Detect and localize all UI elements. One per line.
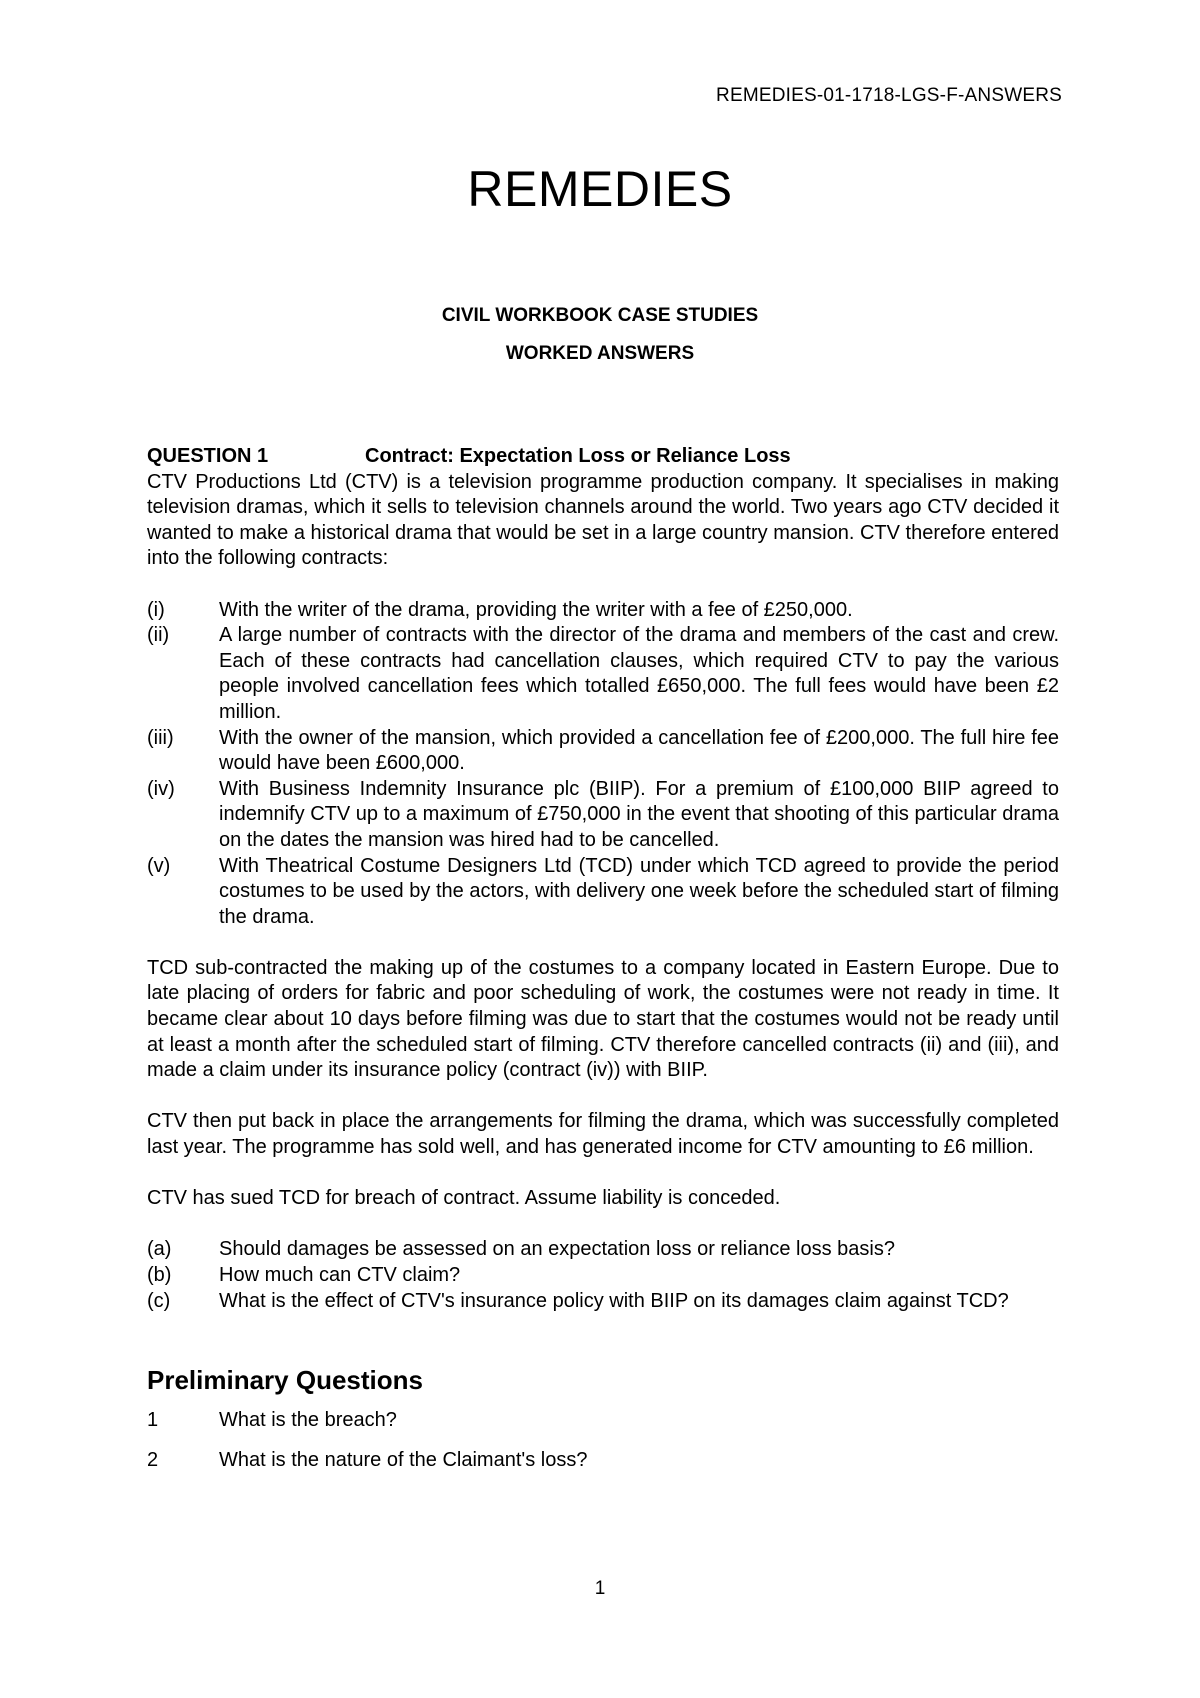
- spacer: [147, 1212, 1059, 1238]
- list-item-text: What is the effect of CTV's insurance policy with BIIP on its damages claim against TCD?: [219, 1289, 1009, 1312]
- question-topic: Contract: Expectation Loss or Reliance Loss: [365, 445, 791, 467]
- list-item: [147, 1289, 1059, 1315]
- spacer: [147, 572, 1059, 598]
- question-number: QUESTION 1: [147, 445, 269, 467]
- document-title: REMEDIES: [467, 161, 733, 217]
- list-marker: (c): [147, 1289, 171, 1312]
- spacer: [147, 1084, 1059, 1110]
- page-number: 1: [594, 1578, 606, 1599]
- list-marker: (i): [147, 598, 165, 621]
- list-item: [147, 726, 1059, 777]
- subtitle-workbook: CIVIL WORKBOOK CASE STUDIES: [441, 305, 759, 326]
- paragraph-ctv: CTV then put back in place the arrangements for filming the drama, which was successfully completed last year. The programme has sold well, and has generated income for CTV amounting to £6 million.: [147, 1110, 1059, 1159]
- list-item-text: With the owner of the mansion, which provided a cancellation fee of £200,000. The full hire fee would have been £600,000.: [219, 726, 1059, 775]
- list-item-text: What is the nature of the Claimant's loss?: [219, 1448, 588, 1471]
- list-item-text: How much can CTV claim?: [219, 1264, 461, 1286]
- list-marker: (ii): [147, 624, 170, 647]
- list-marker: 2: [147, 1448, 159, 1471]
- list-item-text: Should damages be assessed on an expectation loss or reliance loss basis?: [219, 1238, 895, 1261]
- section-heading: Preliminary Questions: [147, 1365, 423, 1396]
- list-item-text: What is the breach?: [219, 1409, 397, 1432]
- spacer: [147, 930, 1059, 956]
- list-item-text: With Theatrical Costume Designers Ltd (TCD) under which TCD agreed to provide the period costumes to be used by the actors, with delivery one week before the scheduled start of filming the drama.: [219, 854, 1059, 928]
- list-item: [147, 1263, 1059, 1289]
- list-item: [147, 777, 1059, 854]
- list-item-text: A large number of contracts with the director of the drama and members of the cast and crew. Each of these contracts had cancellation clauses, which required CTV to pay the various people involved cancellation fees which totalled £650,000. The full fees would have been £2 million.: [219, 624, 1059, 723]
- paragraph-sued: CTV has sued TCD for breach of contract. Assume liability is conceded.: [147, 1187, 781, 1210]
- list-marker: (iii): [147, 726, 174, 749]
- question-heading: [147, 444, 1059, 470]
- list-marker: (b): [147, 1264, 172, 1286]
- document-reference: REMEDIES-01-1718-LGS-F-ANSWERS: [716, 85, 1062, 106]
- list-marker: (iv): [147, 777, 175, 800]
- list-item-text: With the writer of the drama, providing the writer with a fee of £250,000.: [219, 598, 853, 621]
- list-marker: (a): [147, 1238, 172, 1261]
- contracts-list: [147, 598, 1059, 931]
- main-content: [147, 444, 1059, 1487]
- list-item: [147, 1448, 1059, 1474]
- subtitle-worked-answers: WORKED ANSWERS: [505, 343, 695, 364]
- list-marker: 1: [147, 1409, 159, 1432]
- spacer: [147, 1161, 1059, 1187]
- list-item: [147, 623, 1059, 725]
- list-marker: (v): [147, 854, 171, 877]
- list-item: [147, 1237, 1059, 1263]
- list-item: [147, 598, 1059, 624]
- tasks-list: [147, 1237, 1059, 1314]
- question-intro: CTV Productions Ltd (CTV) is a television programme production company. It specialises in making television dramas, which it sells to television channels around the world. Two years ago CTV decided it wanted to make a historical drama that would be set in a large country mansion. CTV therefore entered into the following contracts:: [147, 470, 1059, 570]
- list-item: [147, 854, 1059, 931]
- preliminary-list: [147, 1408, 1059, 1473]
- paragraph-tcd: TCD sub-contracted the making up of the costumes to a company located in Eastern Europe. Due to late placing of orders for fabric and poor scheduling of work, the costumes were not ready in time. It became clear about 10 days before filming was due to start that the costumes would not be ready until at least a month after the scheduled start of filming. CTV therefore cancelled contracts (ii) and (iii), and made a claim under its insurance policy (contract (iv)) with BIIP.: [147, 956, 1059, 1082]
- list-item-text: With Business Indemnity Insurance plc (BIIP). For a premium of £100,000 BIIP agreed to indemnify CTV up to a maximum of £750,000 in the event that shooting of this particular drama on the dates the mansion was hired had to be cancelled.: [219, 777, 1059, 851]
- list-item: [147, 1408, 1059, 1434]
